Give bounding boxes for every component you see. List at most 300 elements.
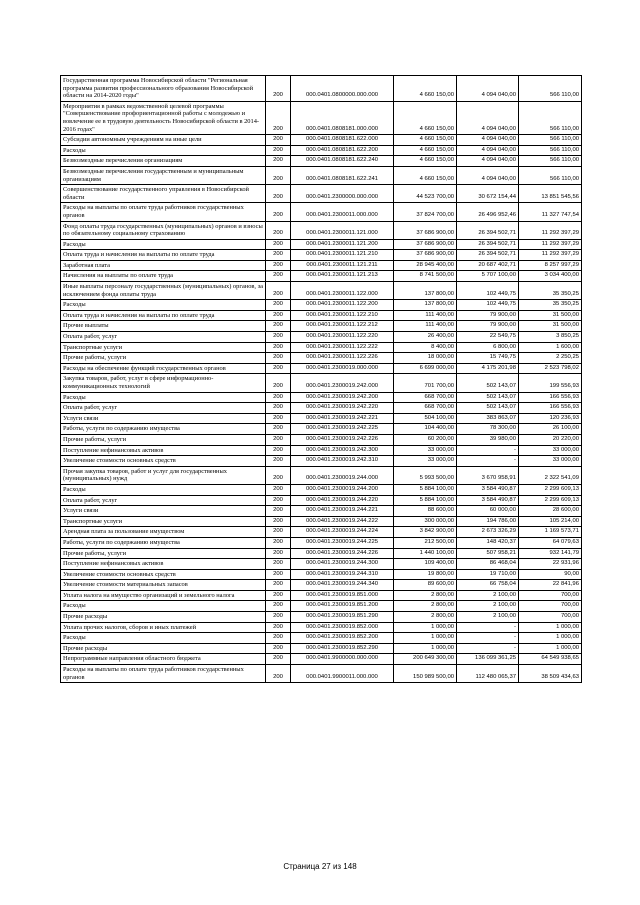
row-remainder: 1 000,00 — [519, 622, 582, 633]
row-remainder: 566 110,00 — [519, 145, 582, 156]
row-executed: 4 175 201,98 — [457, 363, 519, 374]
row-approved: 3 842 900,00 — [394, 527, 457, 538]
table-row — [61, 76, 582, 102]
row-remainder: 38 509 434,63 — [519, 665, 582, 683]
row-budget-code: 000.0401.2300011.121.000 — [291, 221, 394, 239]
row-line-code: 200 — [266, 569, 291, 580]
row-line-code: 200 — [266, 413, 291, 424]
row-name: Увеличение стоимости материальных запасов — [61, 580, 266, 591]
row-executed: 3 584 490,87 — [457, 495, 519, 506]
row-line-code: 200 — [266, 527, 291, 538]
table-row — [61, 101, 582, 134]
row-name: Прочие расходы — [61, 643, 266, 654]
row-executed: 102 449,75 — [457, 282, 519, 300]
table-row — [61, 413, 582, 424]
row-name: Прочие работы, услуги — [61, 353, 266, 364]
row-remainder: 1 600,00 — [519, 342, 582, 353]
row-budget-code: 000.0401.2300011.122.210 — [291, 310, 394, 321]
row-remainder: 22 931,96 — [519, 559, 582, 570]
row-approved: 111 400,00 — [394, 321, 457, 332]
row-executed: 30 672 154,44 — [457, 185, 519, 203]
row-budget-code: 000.0401.9900000.000.000 — [291, 654, 394, 665]
table-row — [61, 271, 582, 282]
row-approved: 300 000,00 — [394, 516, 457, 527]
row-budget-code: 000.0401.2300019.244.200 — [291, 484, 394, 495]
row-name: Оплата труда и начисления на выплаты по оплате труда — [61, 310, 266, 321]
row-approved: 4 660 150,00 — [394, 135, 457, 146]
row-executed: 3 670 958,91 — [457, 466, 519, 484]
row-budget-code: 000.0401.2300019.851.200 — [291, 601, 394, 612]
row-name: Расходы — [61, 601, 266, 612]
row-budget-code: 000.0401.2300019.851.000 — [291, 590, 394, 601]
row-name: Оплата работ, услуг — [61, 332, 266, 343]
row-budget-code: 000.0401.2300019.242.226 — [291, 434, 394, 445]
table-row — [61, 569, 582, 580]
row-executed: 502 143,07 — [457, 403, 519, 414]
row-approved: 8 741 500,00 — [394, 271, 457, 282]
budget-table-body — [61, 76, 582, 683]
row-budget-code: 000.0401.2300019.242.200 — [291, 392, 394, 403]
row-line-code: 200 — [266, 271, 291, 282]
table-row — [61, 537, 582, 548]
table-row — [61, 580, 582, 591]
row-executed: 502 143,07 — [457, 392, 519, 403]
row-line-code: 200 — [266, 559, 291, 570]
row-remainder: 31 500,00 — [519, 310, 582, 321]
row-line-code: 200 — [266, 484, 291, 495]
row-budget-code: 000.0401.2300000.000.000 — [291, 185, 394, 203]
row-remainder: 28 600,00 — [519, 506, 582, 517]
row-remainder: 566 110,00 — [519, 76, 582, 102]
row-line-code: 200 — [266, 374, 291, 392]
row-executed: 60 000,00 — [457, 506, 519, 517]
row-remainder: 11 327 747,54 — [519, 203, 582, 221]
row-line-code: 200 — [266, 456, 291, 467]
row-executed: 4 094 040,00 — [457, 156, 519, 167]
row-approved: 4 660 150,00 — [394, 166, 457, 184]
row-budget-code: 000.0401.2300011.000.000 — [291, 203, 394, 221]
row-budget-code: 000.0401.0808181.622.241 — [291, 166, 394, 184]
table-row — [61, 495, 582, 506]
row-budget-code: 000.0401.2300019.242.310 — [291, 456, 394, 467]
table-row — [61, 527, 582, 538]
row-line-code: 200 — [266, 403, 291, 414]
row-name: Фонд оплаты труда государственных (муниципальных) органов и взносы по обязательному социальному страхованию — [61, 221, 266, 239]
row-budget-code: 000.0401.2300019.244.310 — [291, 569, 394, 580]
row-remainder: 120 236,93 — [519, 413, 582, 424]
row-executed: 148 420,37 — [457, 537, 519, 548]
row-remainder: 105 214,00 — [519, 516, 582, 527]
row-executed: 79 900,00 — [457, 321, 519, 332]
row-budget-code: 000.0401.2300019.242.000 — [291, 374, 394, 392]
row-line-code: 200 — [266, 239, 291, 250]
row-line-code: 200 — [266, 445, 291, 456]
row-approved: 150 989 500,00 — [394, 665, 457, 683]
row-line-code: 200 — [266, 353, 291, 364]
row-executed: - — [457, 622, 519, 633]
row-name: Начисления на выплаты по оплате труда — [61, 271, 266, 282]
row-line-code: 200 — [266, 203, 291, 221]
row-approved: 1 000,00 — [394, 633, 457, 644]
row-budget-code: 000.0401.2300011.121.210 — [291, 250, 394, 261]
row-line-code: 200 — [266, 363, 291, 374]
row-name: Мероприятия в рамках ведомственной целевой программы "Совершенствование профориентационной работы с молодежью и вовлечение ее в трудовую деятельность Новосибирской области в 2014-2016 годах" — [61, 101, 266, 134]
row-budget-code: 000.0401.2300011.122.000 — [291, 282, 394, 300]
row-approved: 37 824 700,00 — [394, 203, 457, 221]
row-name: Оплата работ, услуг — [61, 495, 266, 506]
table-row — [61, 633, 582, 644]
row-name: Работы, услуги по содержанию имущества — [61, 537, 266, 548]
row-line-code: 200 — [266, 633, 291, 644]
row-approved: 504 100,00 — [394, 413, 457, 424]
table-row — [61, 300, 582, 311]
row-remainder: 33 000,00 — [519, 445, 582, 456]
row-budget-code: 000.0401.2300019.244.226 — [291, 548, 394, 559]
row-line-code: 200 — [266, 434, 291, 445]
row-name: Оплата работ, услуг — [61, 403, 266, 414]
row-approved: 88 600,00 — [394, 506, 457, 517]
table-row — [61, 456, 582, 467]
row-budget-code: 000.0401.2300019.244.221 — [291, 506, 394, 517]
row-name: Уплата налога на имущество организаций и земельного налога — [61, 590, 266, 601]
row-budget-code: 000.0401.2300011.122.212 — [291, 321, 394, 332]
row-executed: 502 143,07 — [457, 374, 519, 392]
row-line-code: 200 — [266, 392, 291, 403]
row-executed: 5 707 100,00 — [457, 271, 519, 282]
row-executed: 2 100,00 — [457, 590, 519, 601]
row-remainder: 700,00 — [519, 612, 582, 623]
row-budget-code: 000.0401.0808181.622.240 — [291, 156, 394, 167]
row-remainder: 64 549 938,65 — [519, 654, 582, 665]
row-remainder: 199 556,93 — [519, 374, 582, 392]
row-remainder: 2 322 541,09 — [519, 466, 582, 484]
table-row — [61, 654, 582, 665]
row-approved: 2 800,00 — [394, 612, 457, 623]
row-executed: - — [457, 643, 519, 654]
table-row — [61, 548, 582, 559]
row-name: Расходы на выплаты по оплате труда работников государственных органов — [61, 203, 266, 221]
row-budget-code: 000.0401.2300019.852.290 — [291, 643, 394, 654]
row-executed: 19 710,00 — [457, 569, 519, 580]
row-executed: 2 100,00 — [457, 601, 519, 612]
row-line-code: 200 — [266, 342, 291, 353]
row-line-code: 200 — [266, 135, 291, 146]
table-row — [61, 156, 582, 167]
row-remainder: 64 079,63 — [519, 537, 582, 548]
row-budget-code: 000.0401.2300011.121.211 — [291, 260, 394, 271]
row-budget-code: 000.0401.0808181.622.000 — [291, 135, 394, 146]
row-budget-code: 000.0401.2300019.244.224 — [291, 527, 394, 538]
row-remainder: 35 350,25 — [519, 282, 582, 300]
row-line-code: 200 — [266, 76, 291, 102]
row-budget-code: 000.0401.2300019.242.300 — [291, 445, 394, 456]
row-executed: 20 687 402,71 — [457, 260, 519, 271]
row-name: Увеличение стоимости основных средств — [61, 456, 266, 467]
row-remainder: 31 500,00 — [519, 321, 582, 332]
row-executed: - — [457, 445, 519, 456]
table-row — [61, 221, 582, 239]
row-remainder: 2 299 609,13 — [519, 495, 582, 506]
row-executed: 6 800,00 — [457, 342, 519, 353]
row-line-code: 200 — [266, 516, 291, 527]
row-executed: 112 480 065,37 — [457, 665, 519, 683]
row-remainder: 90,00 — [519, 569, 582, 580]
row-executed: 2 100,00 — [457, 612, 519, 623]
row-executed: 507 958,21 — [457, 548, 519, 559]
row-approved: 137 800,00 — [394, 300, 457, 311]
row-budget-code: 000.0401.2300011.122.226 — [291, 353, 394, 364]
table-row — [61, 353, 582, 364]
table-row — [61, 321, 582, 332]
table-row — [61, 310, 582, 321]
table-row — [61, 516, 582, 527]
table-row — [61, 203, 582, 221]
row-budget-code: 000.0401.2300019.244.222 — [291, 516, 394, 527]
table-row — [61, 622, 582, 633]
row-approved: 200 649 300,00 — [394, 654, 457, 665]
row-approved: 1 440 100,00 — [394, 548, 457, 559]
table-row — [61, 363, 582, 374]
row-budget-code: 000.0401.2300019.244.300 — [291, 559, 394, 570]
budget-table — [60, 75, 582, 683]
row-approved: 212 500,00 — [394, 537, 457, 548]
row-line-code: 200 — [266, 506, 291, 517]
row-name: Непрограммные направления областного бюджета — [61, 654, 266, 665]
row-name: Совершенствование государственного управления в Новосибирской области — [61, 185, 266, 203]
row-budget-code: 000.0401.2300011.122.222 — [291, 342, 394, 353]
table-row — [61, 250, 582, 261]
row-line-code: 200 — [266, 580, 291, 591]
row-line-code: 200 — [266, 590, 291, 601]
row-name: Транспортные услуги — [61, 516, 266, 527]
row-executed: - — [457, 456, 519, 467]
row-budget-code: 000.0401.2300019.244.340 — [291, 580, 394, 591]
table-row — [61, 434, 582, 445]
row-line-code: 200 — [266, 665, 291, 683]
row-name: Иные выплаты персоналу государственных (муниципальных) органов, за исключением фонда оплаты труда — [61, 282, 266, 300]
row-name: Государственная программа Новосибирской области "Региональная программа развития профессионального образования Новосибирской области на 2014-2020 годы" — [61, 76, 266, 102]
table-row — [61, 332, 582, 343]
row-name: Безвозмездные перечисления государственным и муниципальным организациям — [61, 166, 266, 184]
row-line-code: 200 — [266, 250, 291, 261]
row-remainder: 8 257 997,29 — [519, 260, 582, 271]
row-approved: 8 400,00 — [394, 342, 457, 353]
row-budget-code: 000.0401.2300019.244.220 — [291, 495, 394, 506]
row-remainder: 566 110,00 — [519, 101, 582, 134]
row-approved: 668 700,00 — [394, 403, 457, 414]
row-approved: 1 000,00 — [394, 622, 457, 633]
table-row — [61, 403, 582, 414]
row-name: Расходы — [61, 633, 266, 644]
row-approved: 109 400,00 — [394, 559, 457, 570]
row-line-code: 200 — [266, 612, 291, 623]
row-approved: 111 400,00 — [394, 310, 457, 321]
row-remainder: 3 850,25 — [519, 332, 582, 343]
row-name: Оплата труда и начисления на выплаты по оплате труда — [61, 250, 266, 261]
row-budget-code: 000.0401.2300019.852.000 — [291, 622, 394, 633]
row-approved: 4 660 150,00 — [394, 145, 457, 156]
row-remainder: 1 000,00 — [519, 633, 582, 644]
table-row — [61, 185, 582, 203]
row-name: Транспортные услуги — [61, 342, 266, 353]
row-remainder: 566 110,00 — [519, 166, 582, 184]
row-line-code: 200 — [266, 548, 291, 559]
row-line-code: 200 — [266, 145, 291, 156]
row-remainder: 166 556,93 — [519, 392, 582, 403]
table-row — [61, 559, 582, 570]
row-budget-code: 000.0401.2300019.244.225 — [291, 537, 394, 548]
row-budget-code: 000.0401.2300011.122.200 — [291, 300, 394, 311]
row-remainder: 932 141,79 — [519, 548, 582, 559]
row-name: Расходы — [61, 300, 266, 311]
row-line-code: 200 — [266, 156, 291, 167]
row-line-code: 200 — [266, 221, 291, 239]
row-line-code: 200 — [266, 260, 291, 271]
row-name: Безвозмездные перечисления организациям — [61, 156, 266, 167]
row-executed: 4 094 040,00 — [457, 76, 519, 102]
table-row — [61, 590, 582, 601]
row-remainder: 1 169 573,71 — [519, 527, 582, 538]
row-budget-code: 000.0401.2300011.121.200 — [291, 239, 394, 250]
row-approved: 37 686 900,00 — [394, 239, 457, 250]
row-executed: 86 468,04 — [457, 559, 519, 570]
table-row — [61, 466, 582, 484]
row-budget-code: 000.0401.2300019.242.220 — [291, 403, 394, 414]
row-remainder: 2 299 609,13 — [519, 484, 582, 495]
row-approved: 4 660 150,00 — [394, 156, 457, 167]
row-name: Прочая закупка товаров, работ и услуг для государственных (муниципальных) нужд — [61, 466, 266, 484]
row-line-code: 200 — [266, 643, 291, 654]
table-row — [61, 342, 582, 353]
row-name: Работы, услуги по содержанию имущества — [61, 424, 266, 435]
row-budget-code: 000.0401.2300019.242.221 — [291, 413, 394, 424]
table-row — [61, 665, 582, 683]
row-remainder: 2 523 798,02 — [519, 363, 582, 374]
table-row — [61, 484, 582, 495]
row-remainder: 11 292 397,29 — [519, 221, 582, 239]
row-executed: 102 449,75 — [457, 300, 519, 311]
row-approved: 5 884 100,00 — [394, 484, 457, 495]
row-remainder: 700,00 — [519, 590, 582, 601]
row-approved: 668 700,00 — [394, 392, 457, 403]
row-executed: 2 673 326,29 — [457, 527, 519, 538]
row-name: Уплата прочих налогов, сборов и иных платежей — [61, 622, 266, 633]
row-name: Увеличение стоимости основных средств — [61, 569, 266, 580]
row-executed: 26 394 502,71 — [457, 250, 519, 261]
row-executed: 66 758,04 — [457, 580, 519, 591]
row-remainder: 2 250,25 — [519, 353, 582, 364]
row-budget-code: 000.0401.2300019.242.225 — [291, 424, 394, 435]
row-line-code: 200 — [266, 185, 291, 203]
row-remainder: 566 110,00 — [519, 156, 582, 167]
row-line-code: 200 — [266, 622, 291, 633]
row-name: Расходы — [61, 392, 266, 403]
row-approved: 19 800,00 — [394, 569, 457, 580]
row-approved: 4 660 150,00 — [394, 76, 457, 102]
row-approved: 137 800,00 — [394, 282, 457, 300]
row-executed: 26 394 502,71 — [457, 239, 519, 250]
row-line-code: 200 — [266, 321, 291, 332]
row-name: Расходы на обеспечение функций государственных органов — [61, 363, 266, 374]
table-row — [61, 135, 582, 146]
row-executed: 3 584 490,87 — [457, 484, 519, 495]
row-remainder: 11 292 397,29 — [519, 250, 582, 261]
row-executed: 4 094 040,00 — [457, 101, 519, 134]
row-remainder: 33 000,00 — [519, 456, 582, 467]
row-approved: 2 800,00 — [394, 590, 457, 601]
row-executed: 26 496 952,46 — [457, 203, 519, 221]
row-approved: 44 523 700,00 — [394, 185, 457, 203]
table-row — [61, 506, 582, 517]
row-name: Услуги связи — [61, 413, 266, 424]
table-row — [61, 612, 582, 623]
row-approved: 37 686 900,00 — [394, 221, 457, 239]
row-line-code: 200 — [266, 101, 291, 134]
table-row — [61, 445, 582, 456]
row-name: Поступление нефинансовых активов — [61, 559, 266, 570]
row-remainder: 13 851 545,56 — [519, 185, 582, 203]
row-name: Услуги связи — [61, 506, 266, 517]
row-line-code: 200 — [266, 495, 291, 506]
row-approved: 33 000,00 — [394, 445, 457, 456]
row-remainder: 20 220,00 — [519, 434, 582, 445]
row-remainder: 3 034 400,00 — [519, 271, 582, 282]
row-name: Поступление нефинансовых активов — [61, 445, 266, 456]
table-row — [61, 374, 582, 392]
row-remainder: 1 000,00 — [519, 643, 582, 654]
row-remainder: 35 350,25 — [519, 300, 582, 311]
row-budget-code: 000.0401.9900011.000.000 — [291, 665, 394, 683]
row-approved: 5 993 500,00 — [394, 466, 457, 484]
row-remainder: 700,00 — [519, 601, 582, 612]
row-budget-code: 000.0401.2300019.851.290 — [291, 612, 394, 623]
table-row — [61, 145, 582, 156]
row-executed: 136 099 361,25 — [457, 654, 519, 665]
table-row — [61, 643, 582, 654]
table-row — [61, 166, 582, 184]
row-name: Расходы — [61, 239, 266, 250]
row-name: Прочие работы, услуги — [61, 434, 266, 445]
table-row — [61, 424, 582, 435]
table-row — [61, 282, 582, 300]
row-budget-code: 000.0401.2300011.121.213 — [291, 271, 394, 282]
row-budget-code: 000.0401.2300019.244.000 — [291, 466, 394, 484]
row-name: Закупка товаров, работ, услуг в сфере информационно-коммуникационных технологий — [61, 374, 266, 392]
row-approved: 2 800,00 — [394, 601, 457, 612]
row-name: Расходы — [61, 484, 266, 495]
row-executed: 26 394 502,71 — [457, 221, 519, 239]
row-approved: 18 000,00 — [394, 353, 457, 364]
row-remainder: 26 100,00 — [519, 424, 582, 435]
row-executed: 194 786,00 — [457, 516, 519, 527]
row-executed: 4 094 040,00 — [457, 135, 519, 146]
row-line-code: 200 — [266, 310, 291, 321]
table-row — [61, 260, 582, 271]
row-line-code: 200 — [266, 537, 291, 548]
row-approved: 5 884 100,00 — [394, 495, 457, 506]
table-row — [61, 239, 582, 250]
row-line-code: 200 — [266, 601, 291, 612]
row-executed: 79 900,00 — [457, 310, 519, 321]
row-budget-code: 000.0401.0800000.000.000 — [291, 76, 394, 102]
row-executed: 15 749,75 — [457, 353, 519, 364]
row-executed: 22 549,75 — [457, 332, 519, 343]
row-approved: 60 200,00 — [394, 434, 457, 445]
row-line-code: 200 — [266, 282, 291, 300]
row-remainder: 166 556,93 — [519, 403, 582, 414]
row-executed: 39 980,00 — [457, 434, 519, 445]
row-line-code: 200 — [266, 466, 291, 484]
